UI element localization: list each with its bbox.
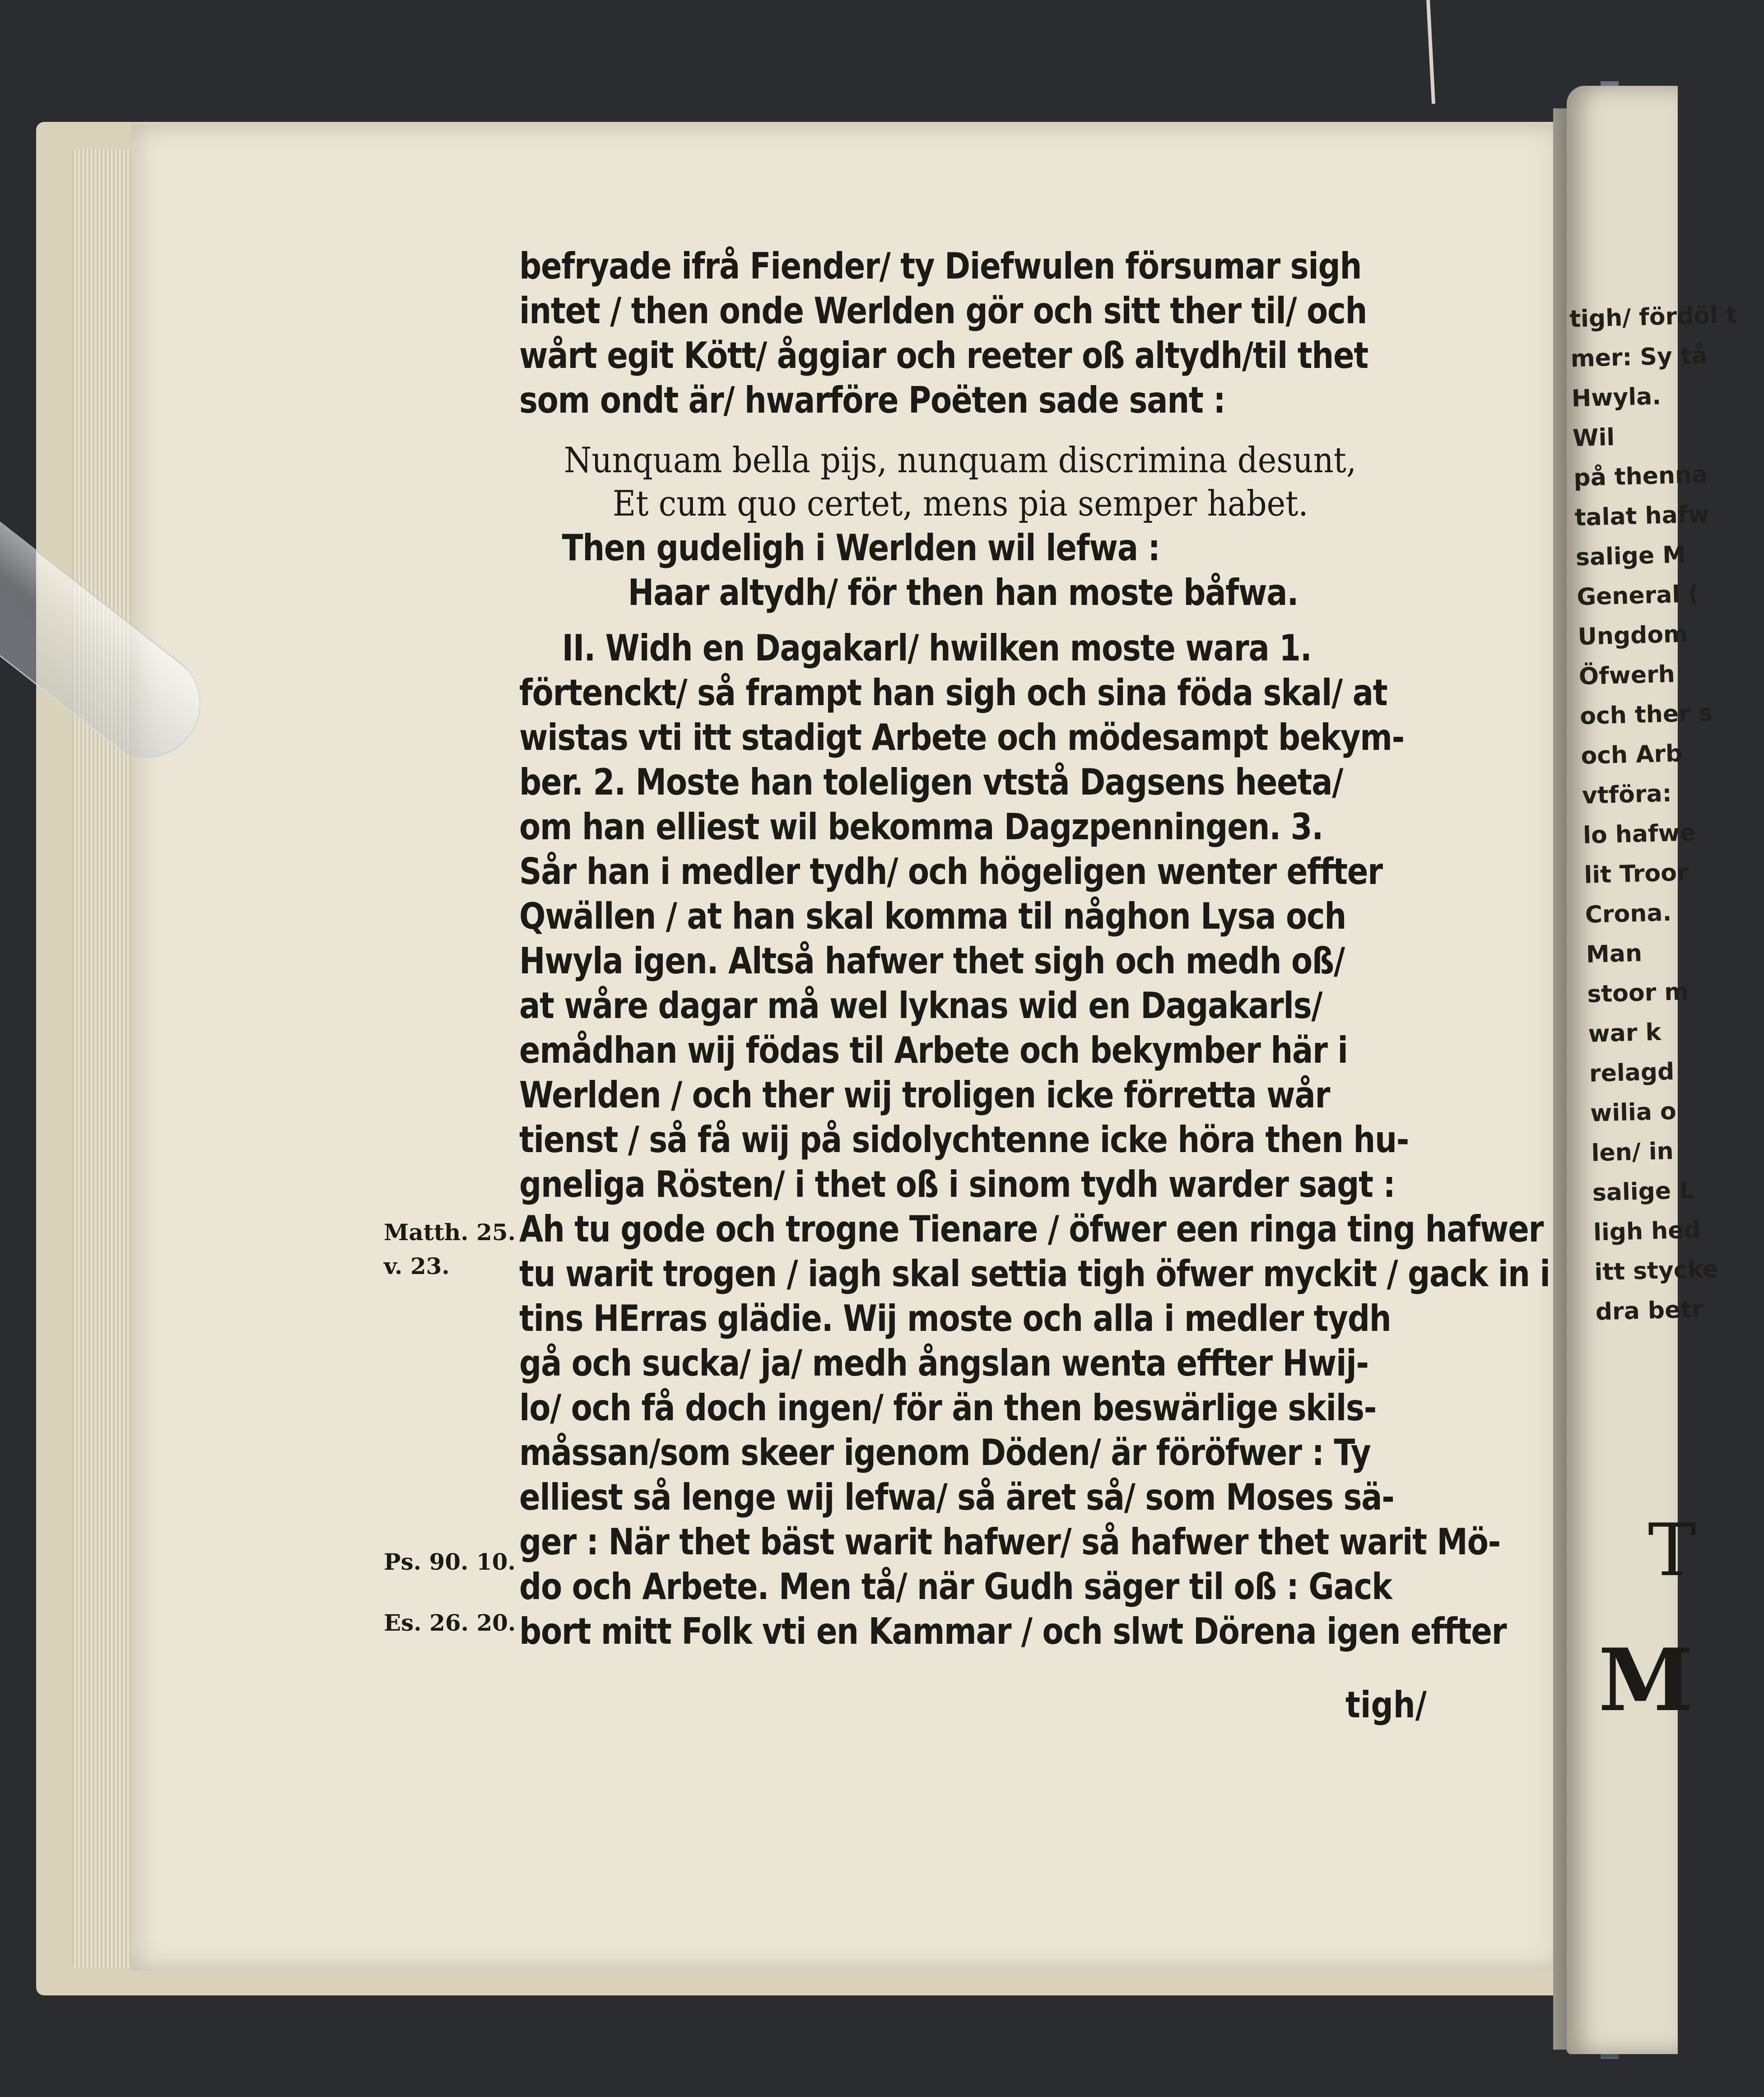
paragraph-line: elliest så lenge wij lefwa/ så äret så/ som Moses sä- <box>519 1476 1394 1518</box>
margin-note-verse: v. 23. <box>384 1253 450 1279</box>
facing-page-line: och ther s <box>1579 699 1713 730</box>
facing-page-line: relagd <box>1589 1058 1675 1088</box>
margin-note-matthew: Matth. 25. <box>384 1219 516 1246</box>
text-line: som ondt är/ hwarföre Poëten sade sant : <box>519 379 1225 421</box>
paragraph-line: Ah tu gode och trogne Tienare / öfwer een ringa ting hafwer <box>519 1208 1544 1250</box>
paragraph-line: tu warit trogen / iagh skal settia tigh öfwer myckit / gack in i <box>519 1253 1550 1295</box>
paragraph-line: gå och sucka/ ja/ medh ångslan wenta effter Hwij- <box>519 1342 1368 1384</box>
margin-note-psalm: Ps. 90. 10. <box>384 1548 516 1575</box>
facing-page-line: len/ in <box>1591 1137 1674 1167</box>
latin-verse-line: Et cum quo certet, mens pia semper habet. <box>613 484 1308 524</box>
paragraph-line: wistas vti itt stadigt Arbete och mödesampt bekym- <box>519 716 1404 758</box>
paragraph-line: at wåre dagar må wel lyknas wid en Dagakarls/ <box>519 985 1322 1027</box>
page-edges <box>72 149 140 1968</box>
paragraph-line: tins HErras glädie. Wij moste och alla i medler tydh <box>519 1297 1391 1339</box>
facing-page-drop-cap: M <box>1598 1630 1694 1730</box>
facing-page-line: och Arb <box>1580 740 1683 770</box>
text-line: intet / then onde Werlden gör och sitt ther til/ och <box>519 290 1367 332</box>
facing-page-line: General ( <box>1576 581 1699 611</box>
paragraph-line: måssan/som skeer igenom Döden/ är föröfwer : Ty <box>519 1432 1371 1474</box>
string-thread <box>1426 0 1435 104</box>
paragraph-line: lo/ och få doch ingen/ för än then beswärlige skils- <box>519 1387 1376 1429</box>
facing-page-line: wilia o <box>1590 1097 1677 1127</box>
paragraph-line: Sår han i medler tydh/ och högeligen wenter effter <box>519 851 1382 893</box>
facing-page-line: salige M <box>1575 541 1686 572</box>
facing-page-line: tigh/ fördöl t <box>1569 301 1738 333</box>
facing-page <box>1567 86 1738 2054</box>
facing-page-line: Ungdom <box>1577 620 1688 651</box>
margin-note-isaiah: Es. 26. 20. <box>384 1609 516 1636</box>
facing-page-heading-letter: T <box>1648 1508 1696 1592</box>
paragraph-line: om han elliest wil bekomma Dagzpenningen. 3. <box>519 806 1323 848</box>
facing-page-line: Hwyla. <box>1571 383 1662 413</box>
paragraph-line: ber. 2. Moste han toleligen vtstå Dagsens heeta/ <box>519 761 1343 803</box>
facing-page-line: på thenna <box>1573 461 1708 492</box>
facing-page-line: itt stycke <box>1594 1255 1719 1286</box>
facing-page-line: dra betr <box>1595 1296 1704 1326</box>
paragraph-line: emådhan wij födas til Arbete och bekymber här i <box>519 1029 1348 1071</box>
facing-page-text <box>1569 297 1738 1332</box>
facing-page-line: Man <box>1586 939 1643 968</box>
paragraph-line: gneliga Rösten/ i thet oß i sinom tydh warder sagt : <box>519 1163 1395 1205</box>
paragraph-line: Hwyla igen. Altså hafwer thet sigh och medh oß/ <box>519 940 1345 982</box>
text-line: wårt egit Kött/ åggiar och reeter oß altydh/til thet <box>519 335 1368 377</box>
paragraph-line: förtenckt/ så frampt han sigh och sina föda skal/ at <box>519 672 1387 714</box>
facing-page-line: Crona. <box>1585 899 1672 929</box>
facing-page-line: talat hafw <box>1574 501 1710 532</box>
paragraph-line: Werlden / och ther wij troligen icke förretta wår <box>519 1074 1330 1116</box>
paragraph-line: do och Arbete. Men tå/ när Gudh säger til oß : Gack <box>519 1566 1392 1608</box>
facing-page-line: mer: Sy tå <box>1570 342 1708 373</box>
paragraph-line: tienst / så få wij på sidolychtenne icke höra then hu- <box>519 1119 1409 1161</box>
facing-page-line: lo hafwe <box>1582 819 1696 849</box>
swedish-verse-line: Then gudeligh i Werlden wil lefwa : <box>562 527 1160 569</box>
main-text-block <box>519 244 1550 1654</box>
facing-page-line: Öfwerh <box>1578 660 1676 691</box>
paragraph-line: II. Widh en Dagakarl/ hwilken moste wara 1. <box>562 627 1312 669</box>
paragraph-line: bort mitt Folk vti en Kammar / och slwt Dörena igen effter <box>519 1610 1507 1652</box>
facing-page-line: ligh hed <box>1593 1216 1701 1246</box>
catchword: tigh/ <box>1345 1684 1427 1726</box>
facing-page-line: vtföra: <box>1582 780 1672 810</box>
facing-page-line: salige L <box>1592 1176 1695 1207</box>
latin-verse-line: Nunquam bella pijs, nunquam discrimina desunt, <box>564 440 1357 481</box>
facing-page-line: Wil <box>1572 423 1615 452</box>
facing-page-line: war k <box>1587 1018 1662 1048</box>
paragraph-line: ger : När thet bäst warit hafwer/ så hafwer thet warit Mö- <box>519 1521 1500 1563</box>
facing-page-line: stoor m <box>1587 978 1690 1008</box>
paragraph-line: Qwällen / at han skal komma til någhon Lysa och <box>519 895 1346 937</box>
facing-page-line: lit Troor <box>1583 859 1689 889</box>
swedish-verse-line: Haar altydh/ för then han moste båfwa. <box>628 572 1299 614</box>
text-line: befryade ifrå Fiender/ ty Diefwulen försumar sigh <box>519 245 1362 287</box>
